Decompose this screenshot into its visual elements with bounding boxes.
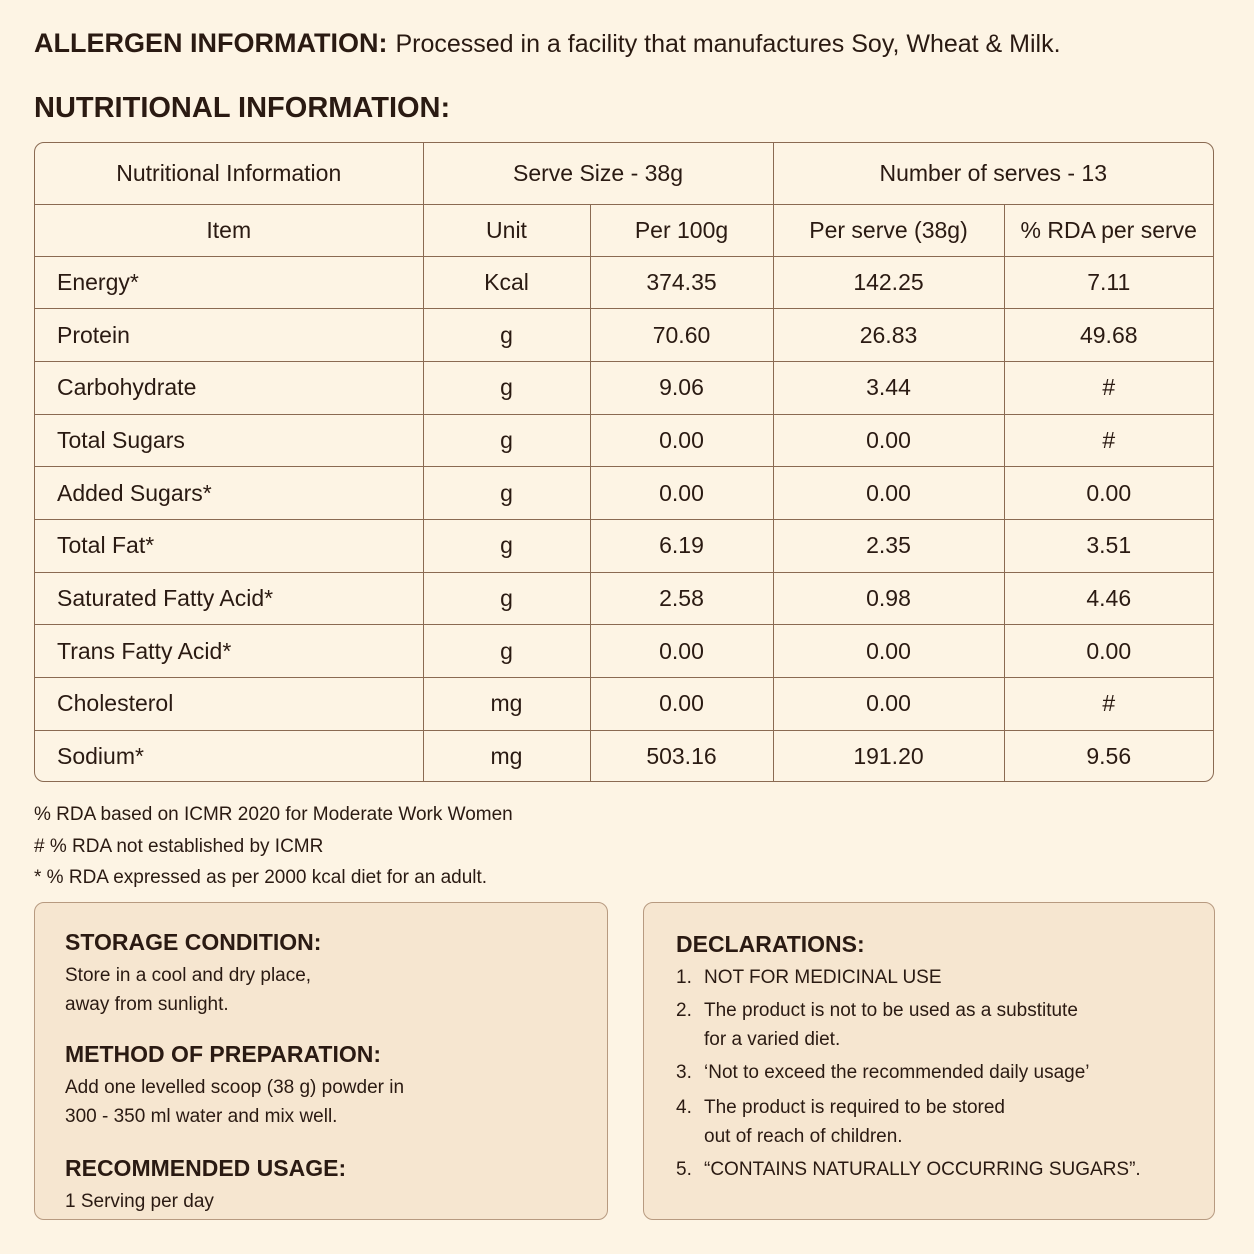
cell-per-serve: 191.20 [773,730,1004,782]
storage-line-2: away from sunlight. [65,994,229,1015]
cell-per-serve: 0.00 [773,467,1004,520]
declaration-text: “CONTAINS NATURALLY OCCURRING SUGARS”. [704,1159,1141,1180]
allergen-label: ALLERGEN INFORMATION: [34,28,388,58]
cell-rda: # [1004,678,1213,731]
cell-rda: # [1004,414,1213,467]
cell-per-serve: 26.83 [773,309,1004,362]
declaration-text: NOT FOR MEDICINAL USE [704,967,942,988]
allergen-information [34,28,1061,59]
cell-unit: g [423,572,590,625]
cell-per-serve: 3.44 [773,361,1004,414]
list-item [676,1155,1214,1184]
footnote-rda-2000-kcal: * % RDA expressed as per 2000 kcal diet for an adult. [34,867,488,888]
table-row [35,519,1213,572]
cell-per-100g: 503.16 [590,730,773,782]
cell-rda: 4.46 [1004,572,1213,625]
cell-per-serve: 0.98 [773,572,1004,625]
cell-per-100g: 70.60 [590,309,773,362]
preparation-text [65,1073,607,1131]
cell-item: Energy* [35,256,423,309]
table-header-sub-row [35,204,1213,256]
header-per-100g: Per 100g [590,204,773,256]
cell-item: Cholesterol [35,678,423,731]
declaration-number: 4. [676,1097,692,1118]
declaration-number: 1. [676,967,692,988]
cell-unit: mg [423,730,590,782]
cell-item: Saturated Fatty Acid* [35,572,423,625]
list-item [676,1093,1214,1151]
declaration-text: The product is not to be used as a substitute [704,1000,1078,1021]
cell-per-serve: 0.00 [773,625,1004,678]
nutritional-information-heading: NUTRITIONAL INFORMATION: [34,92,451,124]
header-item: Item [35,204,423,256]
cell-unit: mg [423,678,590,731]
list-item [676,996,1214,1054]
storage-text [65,961,607,1019]
table-row [35,256,1213,309]
usage-line-1: 1 Serving per day [65,1191,214,1212]
declarations-heading: DECLARATIONS: [676,931,865,957]
table-row [35,361,1213,414]
declaration-number: 3. [676,1062,692,1083]
cell-per-serve: 2.35 [773,519,1004,572]
cell-rda: 9.56 [1004,730,1213,782]
declarations-box [643,902,1215,1220]
cell-item: Carbohydrate [35,361,423,414]
allergen-text: Processed in a facility that manufactures Soy, Wheat & Milk. [395,30,1061,58]
table-header-top-row [35,143,1213,204]
table-row [35,572,1213,625]
footnote-rda-not-established: # % RDA not established by ICMR [34,835,324,857]
table-row [35,678,1213,731]
footnote-rda-basis: % RDA based on ICMR 2020 for Moderate Work Women [34,804,513,825]
cell-rda: 0.00 [1004,467,1213,520]
cell-unit: Kcal [423,256,590,309]
cell-per-100g: 0.00 [590,467,773,520]
nutrition-table [35,143,1213,782]
preparation-heading: METHOD OF PREPARATION: [65,1041,382,1067]
cell-per-serve: 0.00 [773,678,1004,731]
header-rda-per-serve: % RDA per serve [1004,204,1213,256]
cell-per-100g: 0.00 [590,414,773,467]
preparation-line-1: Add one levelled scoop (38 g) powder in [65,1077,405,1098]
cell-item: Trans Fatty Acid* [35,625,423,678]
footnotes [34,799,513,894]
cell-per-100g: 374.35 [590,256,773,309]
cell-per-serve: 142.25 [773,256,1004,309]
cell-unit: g [423,467,590,520]
storage-line-1: Store in a cool and dry place, [65,965,312,986]
cell-per-serve: 0.00 [773,414,1004,467]
cell-unit: g [423,519,590,572]
table-row [35,414,1213,467]
cell-unit: g [423,414,590,467]
header-unit: Unit [423,204,590,256]
nutrition-table-container [34,142,1214,782]
table-row [35,730,1213,782]
usage-text [65,1187,607,1216]
cell-item: Added Sugars* [35,467,423,520]
cell-per-100g: 0.00 [590,625,773,678]
cell-item: Sodium* [35,730,423,782]
cell-rda: # [1004,361,1213,414]
cell-per-100g: 2.58 [590,572,773,625]
cell-unit: g [423,361,590,414]
list-item [676,1058,1214,1087]
table-row [35,467,1213,520]
cell-item: Total Sugars [35,414,423,467]
declaration-text: The product is required to be stored [704,1097,1006,1118]
cell-unit: g [423,625,590,678]
declaration-number: 5. [676,1159,692,1180]
cell-per-100g: 9.06 [590,361,773,414]
cell-item: Protein [35,309,423,362]
cell-rda: 7.11 [1004,256,1213,309]
cell-unit: g [423,309,590,362]
declaration-text-continued: out of reach of children. [704,1126,903,1147]
cell-rda: 0.00 [1004,625,1213,678]
header-serve-size: Serve Size - 38g [423,143,773,204]
cell-item: Total Fat* [35,519,423,572]
preparation-line-2: 300 - 350 ml water and mix well. [65,1106,338,1127]
usage-heading: RECOMMENDED USAGE: [65,1155,347,1181]
cell-rda: 3.51 [1004,519,1213,572]
cell-per-100g: 6.19 [590,519,773,572]
declaration-text: ‘Not to exceed the recommended daily usage’ [704,1062,1090,1083]
header-per-serve: Per serve (38g) [773,204,1004,256]
cell-rda: 49.68 [1004,309,1213,362]
storage-heading: STORAGE CONDITION: [65,929,322,955]
cell-per-100g: 0.00 [590,678,773,731]
declaration-number: 2. [676,1000,692,1021]
declaration-text-continued: for a varied diet. [704,1029,841,1050]
table-row [35,309,1213,362]
declarations-list [676,963,1214,1184]
usage-info-box [34,902,608,1220]
table-row [35,625,1213,678]
header-number-of-serves: Number of serves - 13 [773,143,1213,204]
list-item [676,963,1214,992]
header-nutritional-information: Nutritional Information [35,143,423,204]
